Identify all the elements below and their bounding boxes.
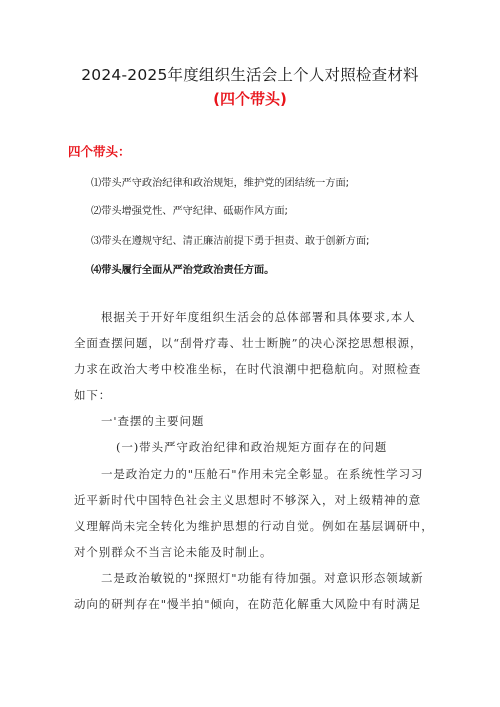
item-4: ⑷带头履行全面从严治党政治责任方面。: [91, 265, 275, 276]
body-line-2: 全面查摆问题，以“刮骨疗毒、壮士断腕”的决心深挖思想根源，: [74, 336, 423, 350]
item-3: ⑶带头在遵规守纪、清正廉洁前提下勇于担责、敢于创新方面;: [91, 236, 370, 247]
body-line-4: 如下：: [74, 388, 112, 402]
body-line-3: 力求在政治大考中校准坐标，在时代浪潮中把稳航向。对照检查: [74, 362, 422, 376]
body-line-11: 二是政治敏锐的"探照灯"功能有待加强。对意识形态领域新: [101, 571, 424, 585]
document-title: 2024-2025年度组织生活会上个人对照检查材料: [81, 66, 419, 84]
section-heading: 四个带头：: [68, 144, 131, 159]
body-line-1: 根据关于开好年度组织生活会的总体部署和具体要求,本人: [101, 310, 416, 324]
body-line-8: 近平新时代中国特色社会主义思想时不够深入，对上级精神的意: [74, 493, 422, 507]
item-2: ⑵带头增强党性、严守纪律、砥砺作风方面;: [91, 206, 288, 217]
document-subtitle: (四个带头): [213, 90, 287, 108]
body-line-6: (一)带头严守政治纪律和政治规矩方面存在的问题: [116, 440, 388, 454]
body-line-5: 一'查摆的主要问题: [101, 414, 205, 428]
body-line-12: 动向的研判存在"慢半拍"倾向，在防范化解重大风险中有时满足: [74, 597, 422, 611]
body-line-9: 义理解尚未完全转化为维护思想的行动自觉。例如在基层调研中，: [74, 519, 434, 533]
item-1: ⑴带头严守政治纪律和政治规矩，维护党的团结统一方面;: [91, 178, 350, 189]
body-line-7: 一是政治定力的"压舱石"作用未完全彰显。在系统性学习习: [101, 467, 424, 481]
body-line-10: 对个别群众不当言论未能及时制止。: [74, 545, 273, 559]
